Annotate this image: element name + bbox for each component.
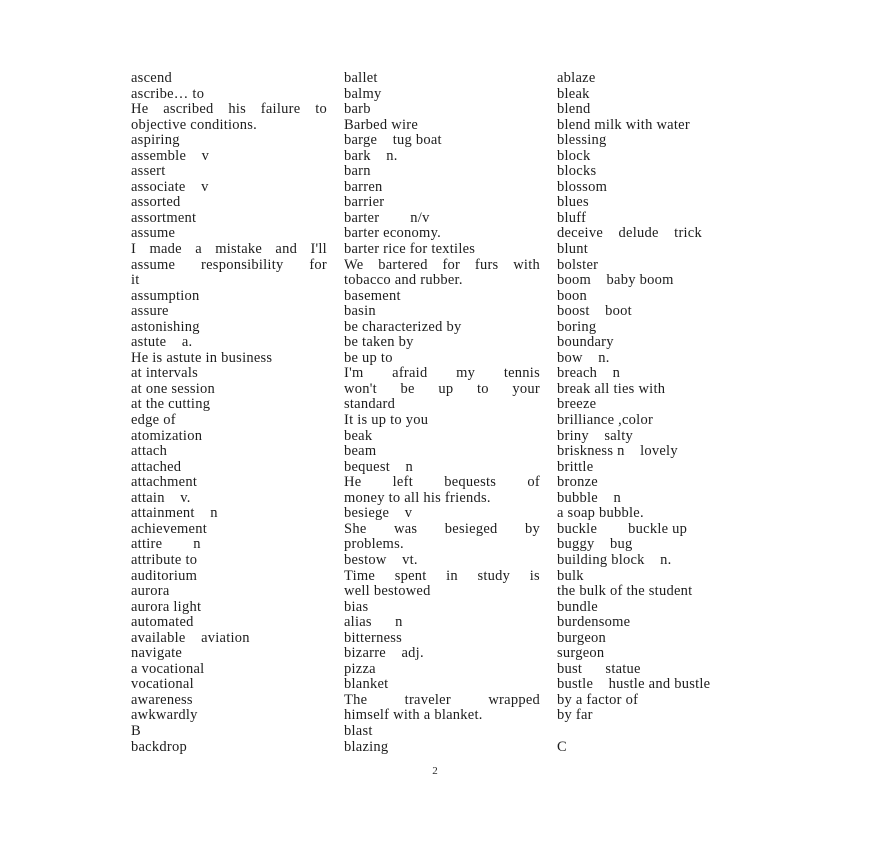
text-line: B bbox=[131, 722, 141, 739]
text-line: bolster bbox=[557, 256, 599, 273]
text-line: attachment bbox=[131, 474, 198, 491]
text-line: awareness bbox=[131, 691, 193, 708]
text-line: a vocational bbox=[131, 660, 205, 677]
text-line: assume responsibility for bbox=[131, 256, 327, 273]
text-line: bubble n bbox=[557, 489, 621, 506]
word-list-column-3 bbox=[557, 71, 753, 755]
text-line: automated bbox=[131, 614, 194, 631]
text-line: by far bbox=[557, 707, 593, 724]
text-line: aurora bbox=[131, 583, 170, 600]
text-line: surgeon bbox=[557, 645, 605, 662]
text-line: blocks bbox=[557, 163, 597, 180]
text-line: blanket bbox=[344, 676, 389, 693]
text-line: attached bbox=[131, 458, 182, 475]
text-line: attach bbox=[131, 443, 168, 460]
text-line: blues bbox=[557, 194, 589, 211]
text-line: bronze bbox=[557, 474, 598, 491]
text-line: boring bbox=[557, 318, 597, 335]
text-line: the bulk of the student bbox=[557, 583, 693, 600]
text-line: block bbox=[557, 147, 591, 164]
text-line: astute a. bbox=[131, 334, 193, 351]
text-line: backdrop bbox=[131, 738, 187, 755]
text-line: beam bbox=[344, 443, 377, 460]
text-line: breeze bbox=[557, 396, 597, 413]
text-line: objective conditions. bbox=[131, 116, 258, 133]
text-line: He ascribed his failure to bbox=[131, 101, 327, 118]
text-line: blessing bbox=[557, 132, 607, 149]
text-line: break all ties with bbox=[557, 380, 666, 397]
text-line: assert bbox=[131, 163, 166, 180]
text-line: at one session bbox=[131, 380, 216, 397]
word-list bbox=[131, 71, 753, 755]
text-line: attire n bbox=[131, 536, 201, 553]
text-line: bleak bbox=[557, 85, 590, 102]
text-line: be up to bbox=[344, 349, 393, 366]
text-line: bestow vt. bbox=[344, 551, 418, 568]
text-line: I made a mistake and I'll bbox=[131, 241, 327, 258]
text-line: blend milk with water bbox=[557, 116, 690, 133]
text-line: She was besieged by bbox=[344, 520, 540, 537]
text-line: buggy bug bbox=[557, 536, 633, 553]
text-line: bluff bbox=[557, 209, 587, 226]
text-line: briskness n lovely bbox=[557, 443, 678, 460]
text-line: at intervals bbox=[131, 365, 199, 382]
text-line: bitterness bbox=[344, 629, 403, 646]
text-line: He is astute in business bbox=[131, 349, 273, 366]
text-line: Time spent in study is bbox=[344, 567, 540, 584]
text-line: be characterized by bbox=[344, 318, 462, 335]
text-line: boost boot bbox=[557, 303, 632, 320]
text-line: at the cutting bbox=[131, 396, 211, 413]
text-line: blunt bbox=[557, 241, 589, 258]
text-line: barter n/v bbox=[344, 209, 430, 226]
text-line bbox=[557, 724, 753, 740]
text-line: bulk bbox=[557, 567, 584, 584]
text-line: briny salty bbox=[557, 427, 633, 444]
text-line: It is up to you bbox=[344, 412, 429, 429]
text-line: assorted bbox=[131, 194, 181, 211]
text-line: blend bbox=[557, 101, 591, 118]
text-line: blossom bbox=[557, 178, 608, 195]
text-line: auditorium bbox=[131, 567, 198, 584]
text-line: bow n. bbox=[557, 349, 610, 366]
text-line: bias bbox=[344, 598, 369, 615]
text-line: problems. bbox=[344, 536, 404, 553]
text-line: ablaze bbox=[557, 70, 596, 86]
text-line: ballet bbox=[344, 70, 378, 86]
text-line: bust statue bbox=[557, 660, 641, 677]
text-line: aurora light bbox=[131, 598, 202, 615]
text-line: I'm afraid my tennis bbox=[344, 365, 540, 382]
text-line: The traveler wrapped bbox=[344, 691, 540, 708]
word-list-column-1 bbox=[131, 71, 327, 755]
text-line: boundary bbox=[557, 334, 614, 351]
text-line: besiege v bbox=[344, 505, 413, 522]
text-line: pizza bbox=[344, 660, 376, 677]
text-line: atomization bbox=[131, 427, 203, 444]
text-line: bequest n bbox=[344, 458, 414, 475]
text-line: He left bequests of bbox=[344, 474, 540, 491]
text-line: barter rice for textiles bbox=[344, 241, 476, 258]
text-line: money to all his friends. bbox=[344, 489, 491, 506]
text-line: vocational bbox=[131, 676, 194, 693]
text-line: boon bbox=[557, 287, 587, 304]
text-line: standard bbox=[344, 396, 396, 413]
text-line: won't be up to your bbox=[344, 380, 540, 397]
text-line: himself with a blanket. bbox=[344, 707, 483, 724]
text-line: a soap bubble. bbox=[557, 505, 644, 522]
text-line: We bartered for furs with bbox=[344, 256, 540, 273]
text-line: Barbed wire bbox=[344, 116, 419, 133]
text-line: edge of bbox=[131, 412, 176, 429]
text-line: bundle bbox=[557, 598, 598, 615]
text-line: barrier bbox=[344, 194, 385, 211]
text-line: astonishing bbox=[131, 318, 200, 335]
text-line: assemble v bbox=[131, 147, 210, 164]
text-line: barb bbox=[344, 101, 371, 118]
page-number: 2 bbox=[432, 765, 438, 777]
text-line: balmy bbox=[344, 85, 382, 102]
text-line: building block n. bbox=[557, 551, 672, 568]
text-line: basin bbox=[344, 303, 376, 320]
text-line: deceive delude trick bbox=[557, 225, 702, 242]
text-line: assure bbox=[131, 303, 169, 320]
text-line: by a factor of bbox=[557, 691, 639, 708]
text-line: boom baby boom bbox=[557, 272, 674, 289]
text-line: assortment bbox=[131, 209, 197, 226]
text-line: barn bbox=[344, 163, 371, 180]
text-line: burgeon bbox=[557, 629, 607, 646]
text-line: achievement bbox=[131, 520, 208, 537]
text-line: attainment n bbox=[131, 505, 218, 522]
text-line: barge tug boat bbox=[344, 132, 442, 149]
text-line: assumption bbox=[131, 287, 200, 304]
text-line: blast bbox=[344, 722, 373, 739]
text-line: bark n. bbox=[344, 147, 398, 164]
text-line: barter economy. bbox=[344, 225, 442, 242]
text-line: ascend bbox=[131, 70, 172, 86]
text-line: brittle bbox=[557, 458, 594, 475]
text-line: beak bbox=[344, 427, 373, 444]
text-line: barren bbox=[344, 178, 383, 195]
text-line: blazing bbox=[344, 738, 389, 755]
text-line: aspiring bbox=[131, 132, 180, 149]
text-line: bizarre adj. bbox=[344, 645, 424, 662]
text-line: it bbox=[131, 272, 140, 289]
text-line: be taken by bbox=[344, 334, 414, 351]
text-line: buckle buckle up bbox=[557, 520, 688, 537]
text-line: C bbox=[557, 738, 567, 755]
text-line: assume bbox=[131, 225, 176, 242]
text-line: attribute to bbox=[131, 551, 198, 568]
text-line: attain v. bbox=[131, 489, 191, 506]
text-line: awkwardly bbox=[131, 707, 198, 724]
text-line: well bestowed bbox=[344, 583, 431, 600]
word-list-column-2 bbox=[344, 71, 540, 755]
text-line: available aviation bbox=[131, 629, 250, 646]
text-line: burdensome bbox=[557, 614, 631, 631]
text-line: alias n bbox=[344, 614, 403, 631]
text-line: navigate bbox=[131, 645, 183, 662]
text-line: breach n bbox=[557, 365, 621, 382]
text-line: tobacco and rubber. bbox=[344, 272, 463, 289]
text-line: ascribe… to bbox=[131, 85, 205, 102]
text-line: associate v bbox=[131, 178, 209, 195]
text-line: bustle hustle and bustle bbox=[557, 676, 711, 693]
text-line: basement bbox=[344, 287, 401, 304]
text-line: brilliance ,color bbox=[557, 412, 654, 429]
